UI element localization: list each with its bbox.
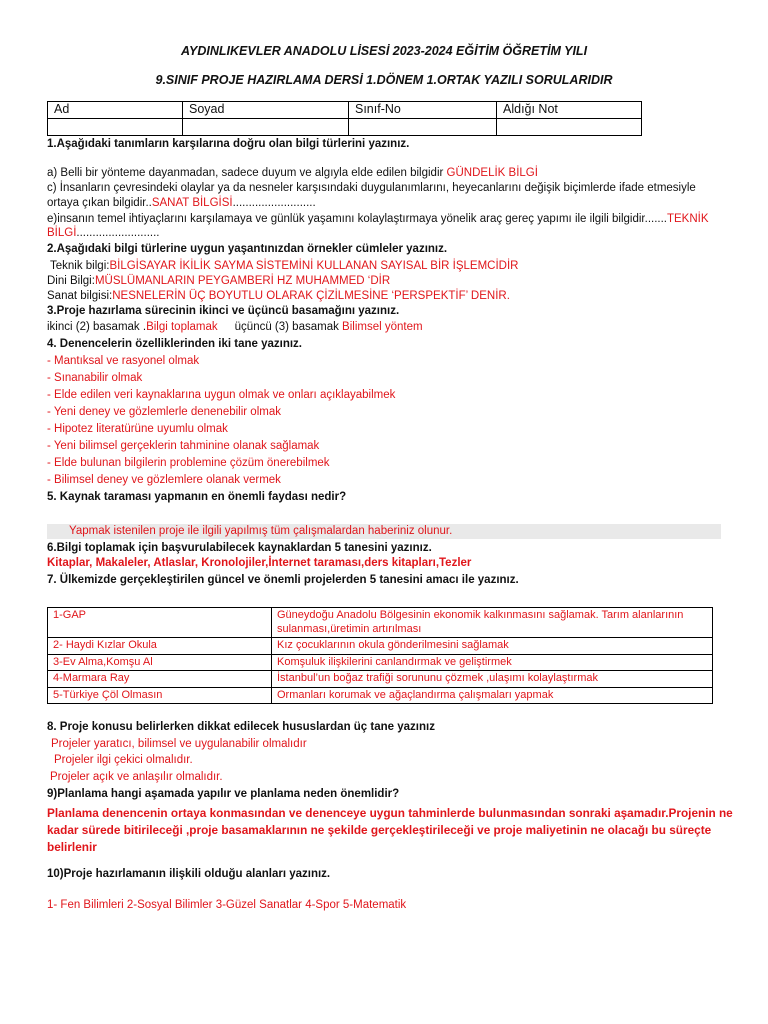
q4-item: - Sınanabilir olmak <box>47 372 143 384</box>
q2-label: Dini Bilgi: <box>47 275 95 287</box>
q2-label: Teknik bilgi: <box>50 260 110 272</box>
table-row <box>48 638 713 655</box>
q1-a <box>47 166 538 181</box>
exam-title: 9.SINIF PROJE HAZIRLAMA DERSİ 1.DÖNEM 1.ORTAK YAZILI SORULARIDIR <box>155 73 613 87</box>
q1-c-line2 <box>47 196 316 211</box>
project-name: 2- Haydi Kızlar Okula <box>48 638 272 655</box>
q4-item: - Bilimsel deney ve gözlemlere olanak vermek <box>47 474 281 486</box>
q2-answer: MÜSLÜMANLARIN PEYGAMBERİ HZ MUHAMMED ‘DİR <box>94 275 391 287</box>
q3-title: 3.Proje hazırlama sürecinin ikinci ve üçüncü basamağını yazınız. <box>47 305 400 317</box>
sinif-no-header: Sınıf-No <box>349 102 497 119</box>
table-row <box>48 687 713 704</box>
table-row <box>48 671 713 688</box>
q1-e-answer2: BİLGİ <box>47 227 77 239</box>
project-purpose: Komşuluk ilişkilerini canlandırmak ve geliştirmek <box>272 654 713 671</box>
q4-item: - Elde edilen veri kaynaklarına uygun olmak ve onları açıklayabilmek <box>47 389 396 401</box>
q5-answer: Yapmak istenilen proje ile ilgili yapılmış tüm çalışmalardan haberiniz olunur. <box>69 525 453 537</box>
q4-item: - Yeni bilimsel gerçeklerin tahminine olanak sağlamak <box>47 440 320 452</box>
q2-label: Sanat bilgisi: <box>47 290 113 302</box>
soyad-field[interactable] <box>183 119 349 136</box>
q3-answer3: Bilimsel yöntem <box>342 321 423 333</box>
q9-answer-line: kadar sürede bitirileceği ,proje basamaklarının ne şekilde gerçekleştirileceği ve proje maliyetinin ne olacağı bu süreçte <box>47 823 712 837</box>
q5-title: 5. Kaynak taraması yapmanın en önemli faydası nedir? <box>47 491 347 503</box>
q3-label3: üçüncü (3) basamak <box>234 321 343 333</box>
q2-answer: BİLGİSAYAR İKİLİK SAYMA SİSTEMİNİ KULLANAN SAYISAL BİR İŞLEMCİDİR <box>109 260 519 272</box>
q6-title: 6.Bilgi toplamak için başvurulabilecek kaynaklardan 5 tanesini yazınız. <box>47 542 432 554</box>
project-purpose: Güneydoğu Anadolu Bölgesinin ekonomik kalkınmasını sağlamak. Tarım alanlarının sulanması,üretimin artırılması <box>272 608 713 638</box>
q8-item: Projeler yaratıcı, bilimsel ve uygulanabilir olmalıdır <box>51 738 307 750</box>
q4-item: - Yeni deney ve gözlemlerle denenebilir olmak <box>47 406 281 418</box>
q1-e-line2 <box>47 226 159 241</box>
q1-c-line1: c) İnsanların çevresindeki olaylar ya da nesneler karşısındaki duygulanımlarını, heyecanlarını değişik biçimlerde ifade etmesiyle <box>47 182 696 194</box>
projects-table <box>47 607 713 704</box>
q9-answer-line: belirlenir <box>47 840 97 854</box>
q2-row <box>50 259 518 274</box>
project-name: 5-Türkiye Çöl Olmasın <box>48 687 272 704</box>
q3-answer2: Bilgi toplamak <box>146 321 218 333</box>
q1-c-text: ortaya çıkan bilgidir.. <box>47 197 152 209</box>
q1-a-text: a) Belli bir yönteme dayanmadan, sadece duyum ve algıyla elde edilen bilgidir <box>47 167 447 179</box>
school-title: AYDINLIKEVLER ANADOLU LİSESİ 2023-2024 EĞİTİM ÖĞRETİM YILI <box>180 44 588 58</box>
aldigi-not-field[interactable] <box>497 119 642 136</box>
q1-a-answer: GÜNDELİK BİLGİ <box>446 167 538 179</box>
ad-header: Ad <box>48 102 183 119</box>
q2-row <box>47 289 510 304</box>
q1-c-dots: .......................... <box>232 197 316 209</box>
q4-item: - Hipotez literatürüne uyumlu olmak <box>47 423 228 435</box>
q2-answer: NESNELERİN ÜÇ BOYUTLU OLARAK ÇİZİLMESİNE ‘PERSPEKTİF’ DENİR. <box>112 290 510 302</box>
q10-answer: 1- Fen Bilimleri 2-Sosyal Bilimler 3-Güzel Sanatlar 4-Spor 5-Matematik <box>47 899 407 911</box>
q1-e-dots: .......................... <box>76 227 160 239</box>
q9-answer-line: Planlama denencenin ortaya konmasından ve denenceye uygun tahminlerde bulunmasından sonraki aşamadır.Projenin ne <box>47 806 733 820</box>
q6-answer: Kitaplar, Makaleler, Atlaslar, Kronolojiler,İnternet taraması,ders kitapları,Tezler <box>47 557 472 569</box>
q1-title: 1.Aşağıdaki tanımların karşılarına doğru olan bilgi türlerini yazınız. <box>47 138 410 150</box>
project-name: 4-Marmara Ray <box>48 671 272 688</box>
table-row <box>48 608 713 638</box>
table-row <box>48 654 713 671</box>
soyad-header: Soyad <box>183 102 349 119</box>
sinif-no-field[interactable] <box>349 119 497 136</box>
q3-label2: ikinci (2) basamak . <box>47 321 147 333</box>
q1-e-text: e)insanın temel ihtiyaçlarını karşılamaya ve günlük yaşamını kolaylaştırmaya yönelik araç gereç yapımı ile ilgili bilgidir....... <box>47 213 667 225</box>
project-name: 3-Ev Alma,Komşu Al <box>48 654 272 671</box>
q2-row <box>47 274 390 289</box>
q8-item: Projeler açık ve anlaşılır olmalıdır. <box>50 771 223 783</box>
q3-answer-line <box>47 320 423 335</box>
project-name: 1-GAP <box>48 608 272 638</box>
q9-title: 9)Planlama hangi aşamada yapılır ve planlama neden önemlidir? <box>47 788 400 800</box>
ad-field[interactable] <box>48 119 183 136</box>
q10-title: 10)Proje hazırlamanın ilişkili olduğu alanları yazınız. <box>47 868 331 880</box>
q8-title: 8. Proje konusu belirlerken dikkat edilecek hususlardan üç tane yazınız <box>47 721 435 733</box>
q4-title: 4. Denencelerin özelliklerinden iki tane yazınız. <box>47 338 303 350</box>
q1-e-answer1: TEKNİK <box>666 213 709 225</box>
q4-item: - Mantıksal ve rasyonel olmak <box>47 355 200 367</box>
aldigi-not-header: Aldığı Not <box>497 102 642 119</box>
q1-c-answer: SANAT BİLGİSİ <box>151 197 233 209</box>
q2-title: 2.Aşağıdaki bilgi türlerine uygun yaşantınızdan örnekler cümleler yazınız. <box>47 243 448 255</box>
q7-title: 7. Ülkemizde gerçekleştirilen güncel ve önemli projelerden 5 tanesini amacı ile yazınız. <box>47 574 519 586</box>
q1-e-line1 <box>47 212 709 227</box>
q8-item: Projeler ilgi çekici olmalıdır. <box>54 754 193 766</box>
project-purpose: Kız çocuklarının okula gönderilmesini sağlamak <box>272 638 713 655</box>
project-purpose: İstanbul’un boğaz trafiği sorununu çözmek ,ulaşımı kolaylaştırmak <box>272 671 713 688</box>
student-info-table <box>47 101 642 136</box>
project-purpose: Ormanları korumak ve ağaçlandırma çalışmaları yapmak <box>272 687 713 704</box>
q4-item: - Elde bulunan bilgilerin problemine çözüm önerebilmek <box>47 457 330 469</box>
